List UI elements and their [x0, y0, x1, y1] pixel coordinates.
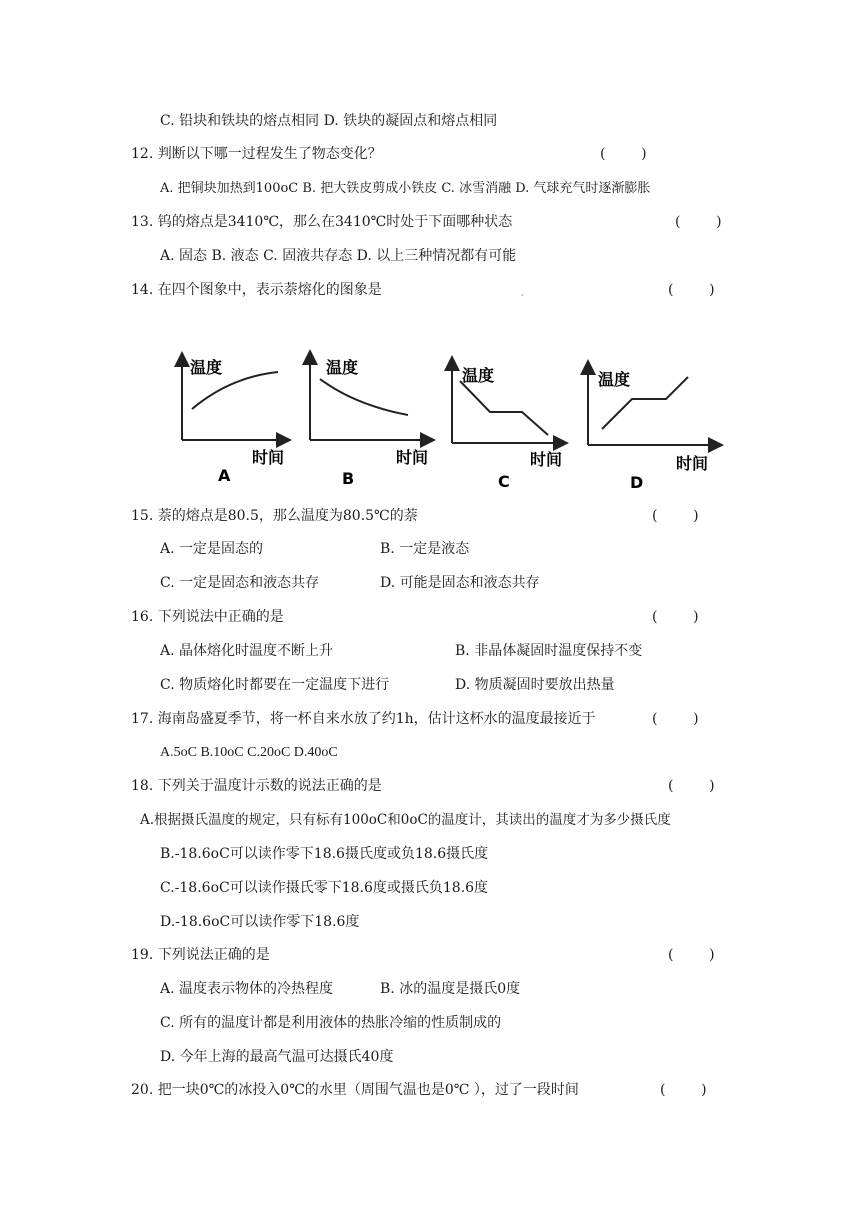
graph-c-y-label: 温度	[462, 366, 495, 385]
graph-a-y-label: 温度	[190, 358, 223, 377]
q15-option-a: A. 一定是固态的	[160, 541, 264, 557]
q20-answer-blank: ( )	[660, 1082, 707, 1098]
q16-answer-blank: ( )	[652, 609, 699, 625]
q16-option-a: A. 晶体熔化时温度不断上升	[160, 643, 334, 659]
graph-c-x-label: 时间	[530, 450, 563, 469]
q16-option-c: C. 物质熔化时都要在一定温度下进行	[160, 677, 390, 693]
four-temperature-graphs-figure	[170, 345, 740, 495]
graph-b-x-label: 时间	[396, 448, 429, 467]
q20-stem: 20. 把一块0℃的冰投入0℃的水里（周围气温也是0℃ ），过了一段时间	[131, 1082, 579, 1098]
q15-stem: 15. 萘的熔点是80.5，那么温度为80.5℃的萘	[131, 508, 418, 524]
q16-option-d: D. 物质凝固时要放出热量	[455, 677, 615, 693]
graph-c	[452, 359, 565, 491]
q18-option-b: B.-18.6oC可以读作零下18.6摄氏度或负18.6摄氏度	[160, 846, 489, 862]
q15-answer-blank: ( )	[652, 508, 699, 524]
q18-stem: 18. 下列关于温度计示数的说法正确的是	[131, 778, 382, 794]
q15-option-c: C. 一定是固态和液态共存	[160, 575, 320, 591]
q18-option-a: A.根据摄氏温度的规定，只有标有100oC和0oC的温度计，其读出的温度才为多少摄氏度	[140, 812, 671, 828]
q19-option-c: C. 所有的温度计都是利用液体的热胀冷缩的性质制成的	[160, 1015, 502, 1031]
graph-c-curve	[460, 381, 548, 435]
q17-answer-blank: ( )	[652, 711, 699, 727]
graph-c-caption: C	[498, 472, 510, 491]
q16-option-b: B. 非晶体凝固时温度保持不变	[455, 643, 643, 659]
graph-d-caption: D	[630, 473, 644, 492]
q14-answer-blank: ( )	[668, 282, 715, 298]
graph-b	[310, 353, 432, 488]
q11-option-cd: C. 铅块和铁块的熔点相同 D. 铁块的凝固点和熔点相同	[160, 113, 498, 129]
q15-option-b: B. 一定是液态	[380, 541, 470, 557]
graph-a-curve	[192, 372, 278, 409]
q19-answer-blank: ( )	[668, 947, 715, 963]
graph-b-curve	[320, 379, 408, 415]
q12-stem: 12. 判断以下哪一过程发生了物态变化？	[131, 146, 382, 162]
q18-option-d: D.-18.6oC可以读作零下18.6度	[160, 914, 360, 930]
q14-stem: 14. 在四个图象中，表示萘熔化的图象是	[131, 282, 382, 298]
q18-answer-blank: ( )	[668, 778, 715, 794]
q19-option-b: B. 冰的温度是摄氏0度	[380, 981, 521, 997]
graph-a	[182, 355, 288, 485]
q12-answer-blank: ( )	[600, 146, 647, 162]
graph-d-y-label: 温度	[598, 370, 631, 389]
q19-option-a: A. 温度表示物体的冷热程度	[160, 981, 334, 997]
q13-stem: 13. 钨的熔点是3410℃，那么在3410℃时处于下面哪种状态	[131, 214, 513, 230]
graph-a-caption: A	[218, 466, 231, 485]
graph-b-y-label: 温度	[326, 358, 359, 377]
graph-b-caption: B	[342, 469, 355, 488]
graph-a-x-label: 时间	[252, 448, 285, 467]
q17-options: A.5oC B.10oC C.20oC D.40oC	[160, 745, 338, 760]
q19-stem: 19. 下列说法正确的是	[131, 947, 270, 963]
q18-option-c: C.-18.6oC可以读作摄氏零下18.6度或摄氏负18.6度	[160, 880, 489, 896]
graph-d-x-label: 时间	[676, 454, 709, 473]
q12-options: A. 把铜块加热到100oC B. 把大铁皮剪成小铁皮 C. 冰雪消融 D. 气球充气时逐渐膨胀	[160, 181, 651, 196]
q13-options: A. 固态 B. 液态 C. 固液共存态 D. 以上三种情况都有可能	[160, 248, 517, 264]
q17-stem: 17. 海南岛盛夏季节，将一杯自来水放了约1h，估计这杯水的温度最接近于	[131, 711, 596, 727]
q19-option-d: D. 今年上海的最高气温可达摄氏40度	[160, 1049, 394, 1065]
q13-answer-blank: ( )	[675, 214, 722, 230]
graph-d	[588, 363, 720, 492]
q15-option-d: D. 可能是固态和液态共存	[380, 575, 540, 591]
q16-stem: 16. 下列说法中正确的是	[131, 609, 284, 625]
stray-dot: .	[520, 284, 525, 300]
